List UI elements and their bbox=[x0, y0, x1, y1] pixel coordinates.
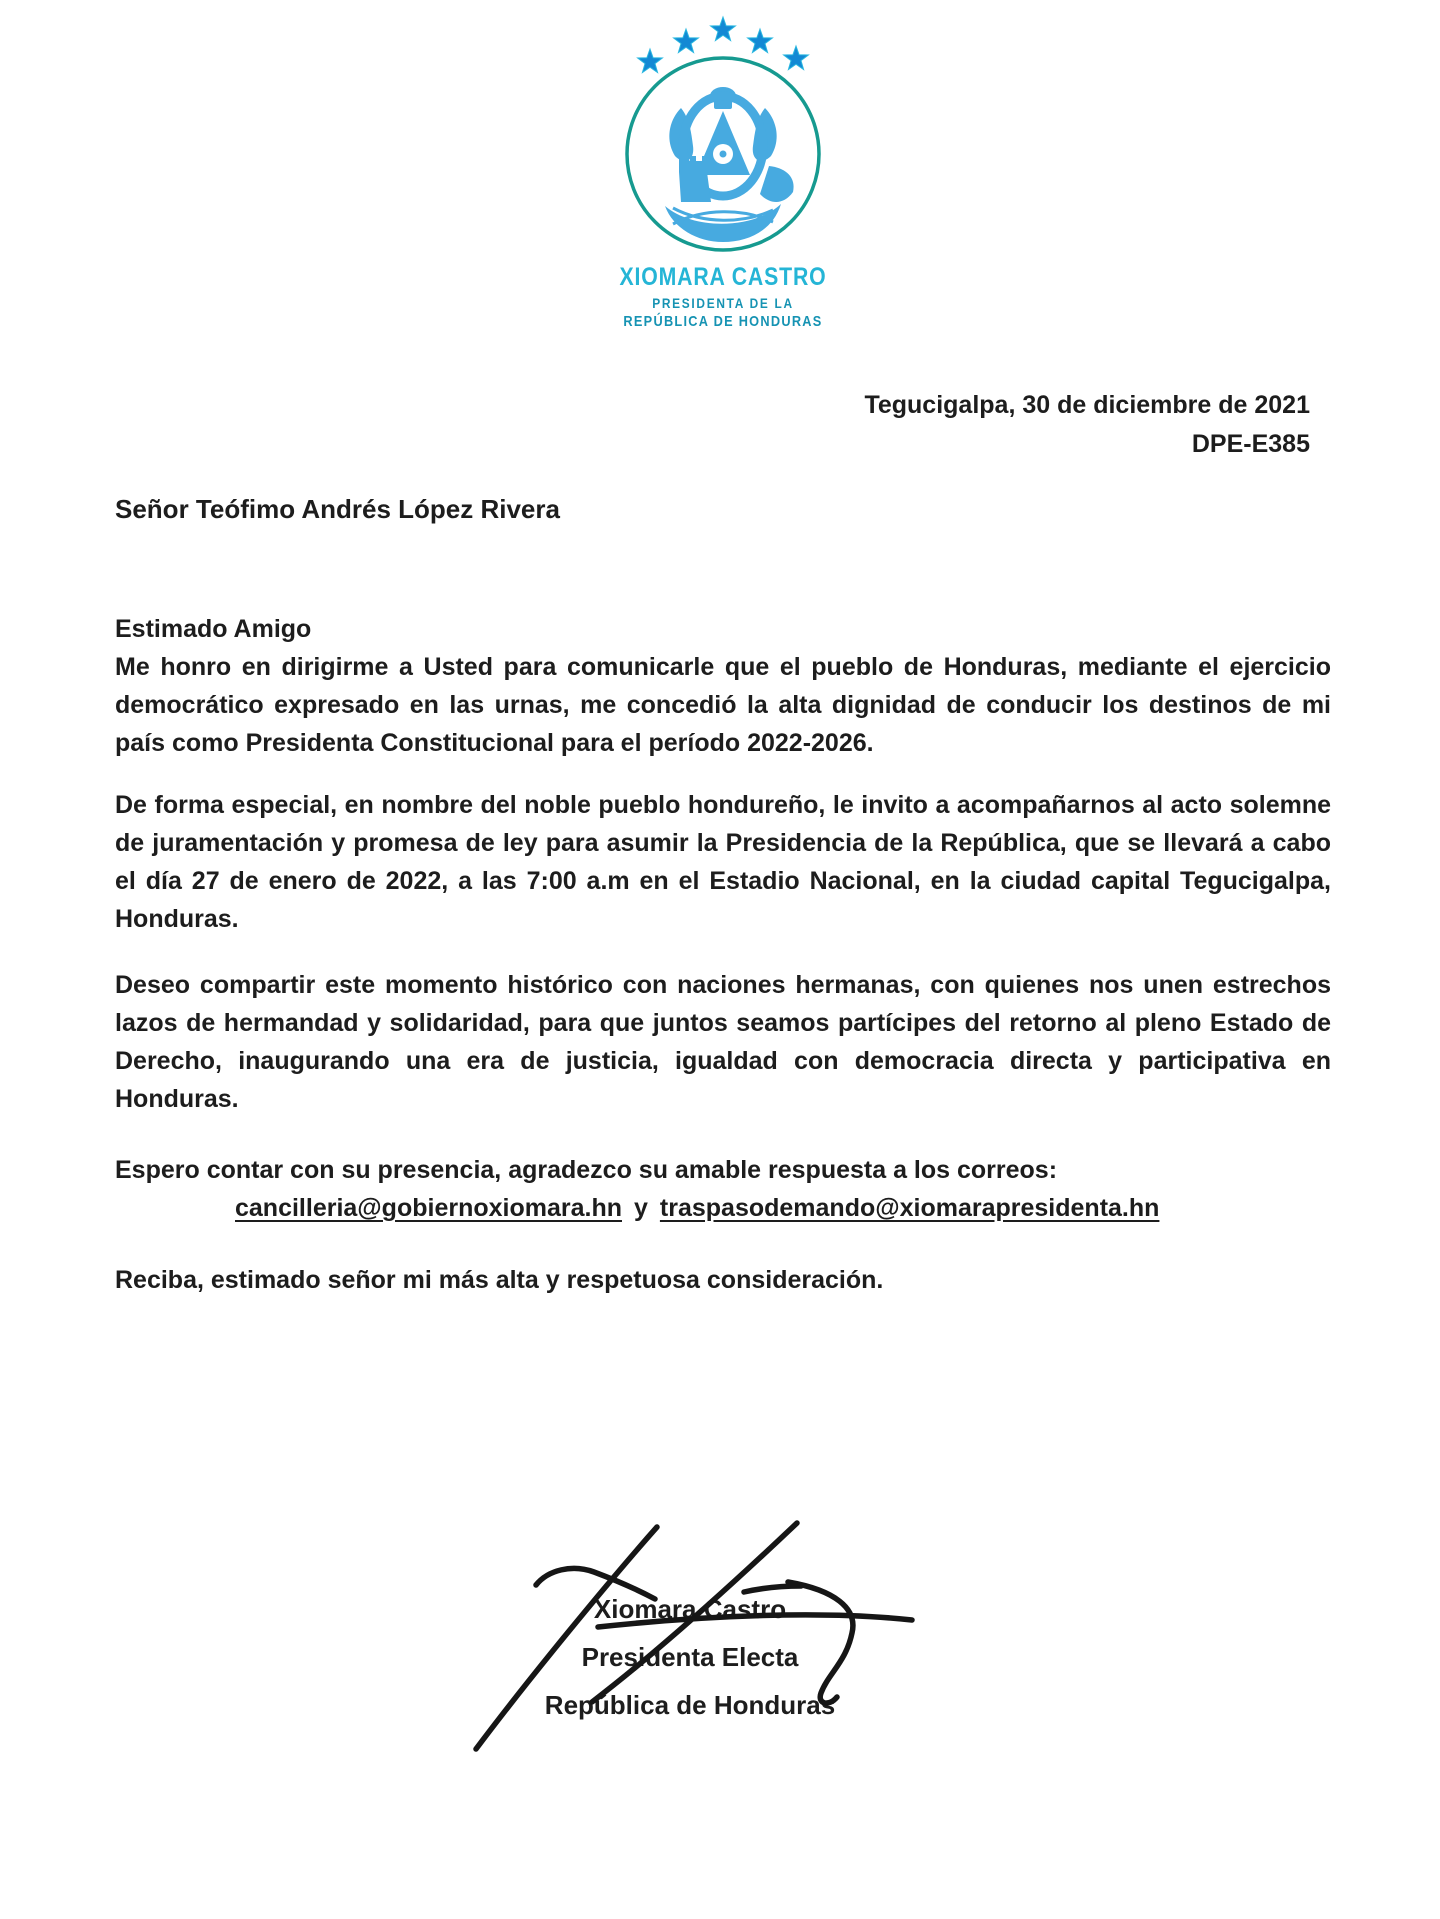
paragraph-1: Me honro en dirigirme a Usted para comunicarle que el pueblo de Honduras, mediante el ejercicio democrático expresado en las urnas, me concedió la alta dignidad de conducir los destinos de mi país como Presidenta Constitucional para el período 2022-2026. bbox=[115, 653, 1331, 757]
salutation: Estimado Amigo bbox=[115, 615, 312, 643]
presidential-seal bbox=[563, 14, 883, 330]
signature-name: Xiomara Castro bbox=[593, 1594, 787, 1624]
date-line: Tegucigalpa, 30 de diciembre de 2021 bbox=[864, 391, 1310, 419]
seal-name: XIOMARA CASTRO bbox=[619, 263, 827, 291]
request-line: Espero contar con su presencia, agradezco su amable respuesta a los correos: bbox=[115, 1156, 1058, 1184]
signature-title: Presidenta Electa bbox=[581, 1642, 799, 1672]
seal-caption bbox=[587, 263, 859, 330]
reference-number: DPE-E385 bbox=[1191, 430, 1310, 458]
email-cancilleria: cancilleria@gobiernoxiomara.hn bbox=[235, 1194, 622, 1222]
recipient-line: Señor Teófimo Andrés López Rivera bbox=[115, 494, 560, 524]
date-block bbox=[864, 386, 1310, 464]
seal-title-line2: REPÚBLICA DE HONDURAS bbox=[623, 313, 823, 330]
signature-org: República de Honduras bbox=[544, 1690, 836, 1720]
paragraph-2: De forma especial, en nombre del noble pueblo hondureño, le invito a acompañarnos al acto solemne de juramentación y promesa de ley para asumir la Presidencia de la República, que se llevará a cabo el día 27 de enero de 2022, a las 7:00 a.m en el Estadio Nacional, en la ciudad capital Tegucigalpa, Honduras. bbox=[115, 791, 1331, 933]
email-traspasodemando: traspasodemando@xiomarapresidenta.hn bbox=[659, 1194, 1160, 1222]
seal-stars bbox=[638, 17, 809, 73]
email-separator: y bbox=[634, 1194, 648, 1222]
seal-title-line1: PRESIDENTA DE LA bbox=[652, 295, 794, 311]
seal-graphic bbox=[573, 14, 873, 259]
closing-line: Reciba, estimado señor mi más alta y respetuosa consideración. bbox=[115, 1266, 884, 1294]
coat-of-arms-icon bbox=[665, 87, 794, 242]
handwritten-signature bbox=[430, 1470, 930, 1815]
paragraph-3: Deseo compartir este momento histórico con naciones hermanas, con quienes nos unen estrechos lazos de hermandad y solidaridad, para que juntos seamos partícipes del retorno al pleno Estado de Derecho, inaugurando una era de justicia, igualdad con democracia directa y participativa en Honduras. bbox=[115, 971, 1331, 1113]
emails-line bbox=[115, 1189, 1440, 1227]
